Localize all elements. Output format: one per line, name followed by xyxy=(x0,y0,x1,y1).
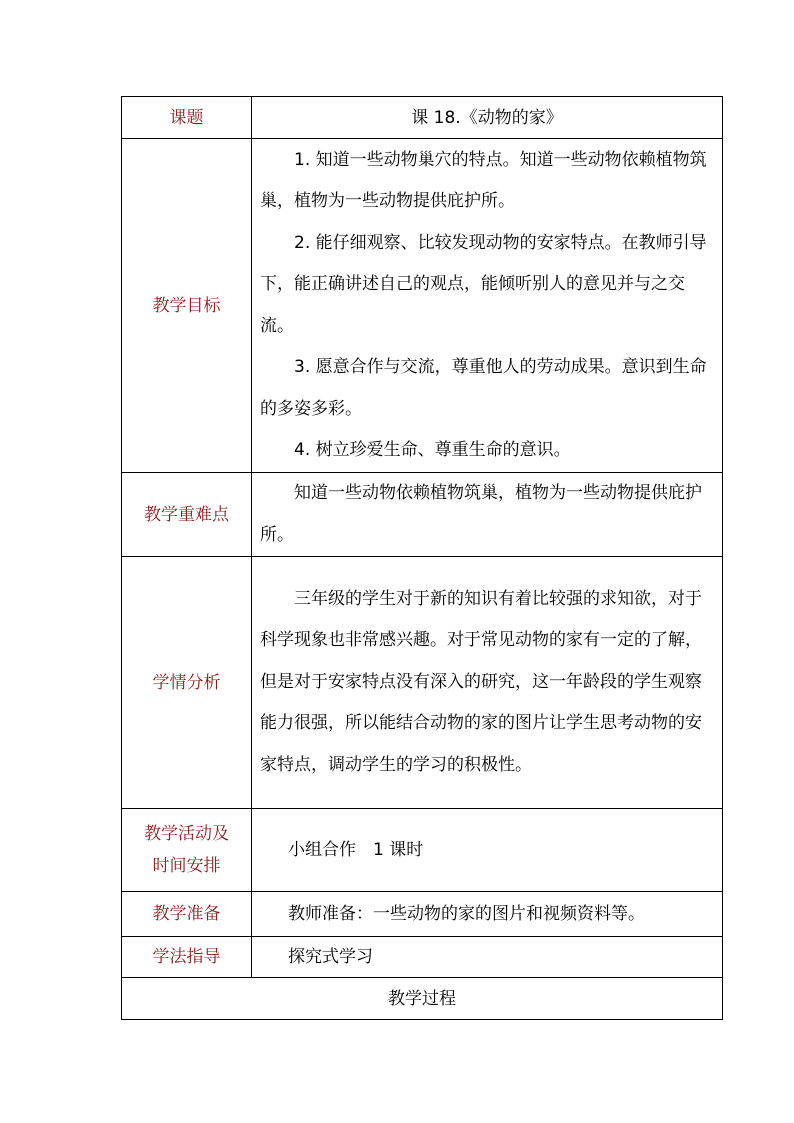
objective-item: 2. 能仔细观察、比较发现动物的安家特点。在教师引导下，能正确讲述自己的观点，能倾听别人的意见并与之交流。 xyxy=(260,232,707,336)
row-process xyxy=(122,978,723,1020)
row-key-points xyxy=(122,473,723,557)
topic-label: 课题 xyxy=(122,97,252,139)
method-text: 探究式学习 xyxy=(288,947,373,967)
row-activities xyxy=(122,809,723,892)
key-points-content xyxy=(252,473,723,557)
activities-label xyxy=(122,809,252,892)
row-analysis xyxy=(122,557,723,809)
analysis-text: 三年级的学生对于新的知识有着比较强的求知欲，对于科学现象也非常感兴趣。对于常见动物的家有一定的了解，但是对于安家特点没有深入的研究，这一年龄段的学生观察能力很强，所以能结合动物的家的图片让学生思考动物的安家特点，调动学生的学习的积极性。 xyxy=(260,588,702,775)
objectives-content xyxy=(252,139,723,473)
row-preparation xyxy=(122,892,723,937)
objectives-label: 教学目标 xyxy=(122,139,252,473)
row-objectives xyxy=(122,139,723,473)
key-points-text: 知道一些动物依赖植物筑巢，植物为一些动物提供庇护所。 xyxy=(260,483,702,545)
objective-item: 1. 知道一些动物巢穴的特点。知道一些动物依赖植物筑巢，植物为一些动物提供庇护所。 xyxy=(260,149,707,211)
objective-item: 3. 愿意合作与交流，尊重他人的劳动成果。意识到生命的多姿多彩。 xyxy=(260,357,707,419)
activities-value xyxy=(252,809,723,892)
activities-label-line2: 时间安排 xyxy=(152,856,221,876)
analysis-content xyxy=(252,557,723,809)
row-topic xyxy=(122,97,723,139)
lesson-plan-table xyxy=(121,96,723,1020)
activities-text: 小组合作 1 课时 xyxy=(288,840,424,860)
preparation-text: 教师准备：一些动物的家的图片和视频资料等。 xyxy=(288,904,645,924)
analysis-label: 学情分析 xyxy=(122,557,252,809)
objective-item: 4. 树立珍爱生命、尊重生命的意识。 xyxy=(294,440,571,460)
row-method xyxy=(122,937,723,978)
preparation-label: 教学准备 xyxy=(122,892,252,937)
method-label: 学法指导 xyxy=(122,937,252,978)
preparation-value xyxy=(252,892,723,937)
key-points-label: 教学重难点 xyxy=(122,473,252,557)
method-value xyxy=(252,937,723,978)
topic-value: 课 18.《动物的家》 xyxy=(252,97,723,139)
activities-label-line1: 教学活动及 xyxy=(144,824,229,844)
process-header: 教学过程 xyxy=(122,978,723,1020)
